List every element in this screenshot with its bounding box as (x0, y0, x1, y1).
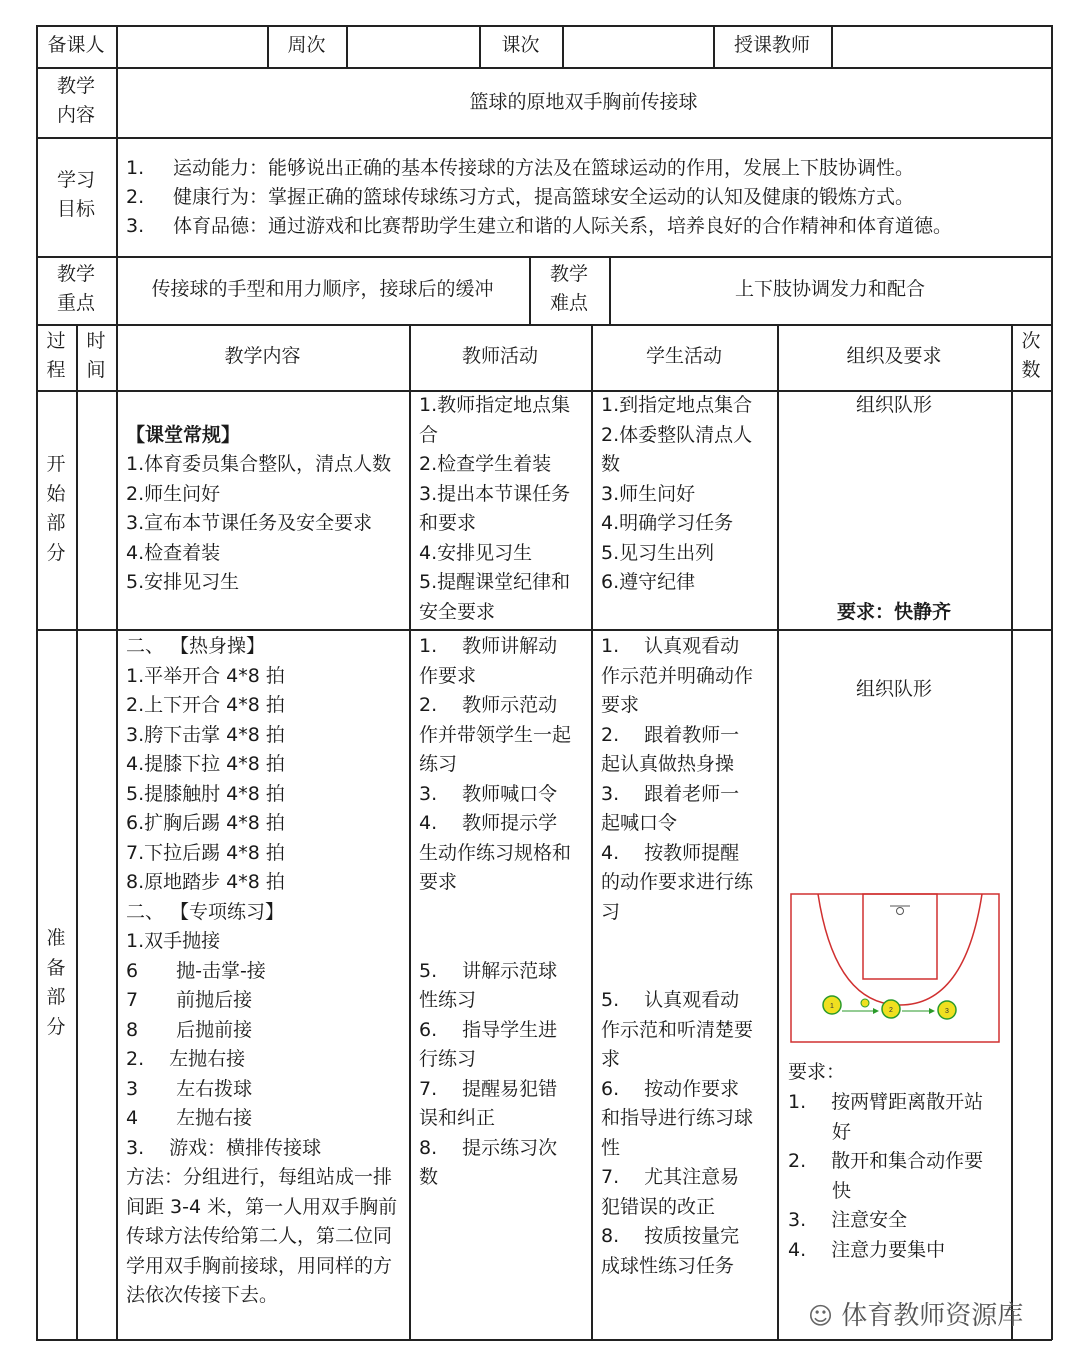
list-item: 2.师生问好 (126, 482, 221, 505)
rule (116, 25, 118, 67)
rule (529, 256, 531, 324)
list-item (419, 898, 571, 928)
list-item: 6. 按动作要求 (601, 1077, 740, 1100)
list-item: 生动作练习规格和 (419, 841, 572, 864)
list-item: 练习 (419, 753, 458, 775)
list-item: 7. 尤其注意易 (601, 1166, 740, 1188)
rule (777, 324, 779, 1339)
list-item: 4.检查着装 (126, 541, 221, 564)
list-item: 3.师生问好 (601, 482, 696, 505)
list-item: 3.宣布本节课任务及安全要求 (126, 512, 373, 534)
list-item: 2.检查学生着装 (419, 453, 552, 475)
list-item: 6. 指导学生进 (419, 1018, 558, 1041)
list-item: 误和纠正 (419, 1107, 496, 1129)
rule (1011, 324, 1013, 1339)
list-item (601, 957, 753, 987)
col-student: 学生活动 (645, 345, 722, 367)
list-item: 5.提膝触肘 4*8 拍 (126, 782, 285, 805)
list-item: 7. 提醒易犯错 (419, 1077, 558, 1100)
list-item: 安全要求 (419, 600, 496, 623)
list-item: 要求 (601, 694, 640, 716)
list-item: 性 (601, 1136, 621, 1159)
difficulty-label: 教学难点 (549, 263, 588, 314)
border-bottom (36, 1339, 1052, 1341)
list-item: 6.扩胸后踢 4*8 拍 (126, 812, 285, 834)
player-number: 1 (830, 1003, 834, 1010)
list-item: 快 (788, 1179, 852, 1202)
rule (591, 324, 593, 1339)
start-section-label: 开始部分 (46, 453, 66, 564)
prep-content-list (126, 632, 397, 1311)
list-item: 习 (601, 900, 621, 923)
list-item: 1.教师指定地点集 (419, 394, 571, 416)
col-content: 教学内容 (224, 345, 301, 367)
lesson-topic: 篮球的原地双手胸前传接球 (469, 91, 698, 113)
start-student-list (601, 391, 752, 598)
list-item: 合 (419, 423, 439, 446)
player-number: 2 (889, 1007, 893, 1014)
list-item: 4.提膝下拉 4*8 拍 (126, 753, 285, 775)
list-item: 1.双手抛接 (126, 930, 221, 952)
rule (116, 324, 118, 1339)
list-item: 犯错误的改正 (601, 1195, 716, 1218)
list-item: 2. 散开和集合动作要 (788, 1150, 984, 1172)
list-item: 2. 跟着教师一 (601, 723, 740, 746)
wechat-icon: ☺ (808, 1302, 834, 1330)
content-label: 教学内容 (56, 75, 95, 126)
list-item: 作要求 (419, 664, 477, 687)
list-item: 作示范和听清楚要 (601, 1018, 754, 1041)
prep-section-label: 准备部分 (46, 927, 66, 1038)
player-number: 3 (945, 1008, 949, 1015)
list-item (419, 927, 571, 957)
rule (76, 324, 78, 1339)
list-item: 起喊口令 (601, 812, 678, 834)
col-process: 过程 (46, 330, 66, 381)
list-item (601, 927, 753, 957)
start-org-title: 组织队形 (855, 394, 932, 416)
preparer-label: 备课人 (47, 34, 105, 56)
list-item: 4.明确学习任务 (601, 512, 734, 534)
list-item: 5.安排见习生 (126, 571, 240, 593)
goal-1-text: 运动能力：能够说出正确的基本传接球的方法及在篮球运动的作用，发展上下肢协调性。 (173, 157, 915, 179)
list-item: 5.见习生出列 (601, 541, 715, 564)
list-item: 性练习 (419, 989, 477, 1011)
list-item: 3.胯下击掌 4*8 拍 (126, 723, 285, 746)
list-item: 行练习 (419, 1048, 477, 1070)
prep-org-req-title: 要求： (788, 1061, 846, 1083)
list-item: 5. 认真观看动 (601, 989, 740, 1011)
list-item: 数 (601, 453, 621, 475)
list-item: 作并带领学生一起 (419, 723, 572, 746)
list-item: 求 (601, 1048, 621, 1070)
list-item: 3. 注意安全 (788, 1209, 908, 1231)
list-item: 要求 (419, 871, 458, 893)
list-item: 学用双手胸前接球，用同样的方 (126, 1254, 393, 1277)
teacher-label: 授课教师 (733, 34, 810, 56)
list-item: 和要求 (419, 512, 477, 534)
list-item: 起认真做热身操 (601, 753, 735, 775)
col-org: 组织及要求 (846, 345, 942, 367)
border-right (1051, 25, 1053, 1340)
list-item: 8. 按质按量完 (601, 1225, 740, 1247)
list-item: 间距 3-4 米，第一人用双手胸前 (126, 1195, 398, 1218)
prep-org-req-list (788, 1088, 983, 1265)
rule (36, 67, 1052, 69)
list-item: 2. 教师示范动 (419, 694, 558, 716)
rule (36, 256, 1052, 258)
list-item: 二、 【专项练习】 (126, 900, 285, 923)
list-item: 3. 教师喊口令 (419, 782, 558, 805)
list-item: 4. 按教师提醒 (601, 841, 740, 864)
col-teacher: 教师活动 (461, 345, 538, 367)
list-item: 传球方法传给第二人，第二位同 (126, 1225, 393, 1247)
start-content-title: 【课堂常规】 (126, 424, 241, 446)
list-item: 的动作要求进行练 (601, 871, 754, 893)
rule (36, 629, 1052, 631)
list-item: 3. 游戏：横排传接球 (126, 1136, 322, 1159)
prep-teacher-list (419, 632, 571, 1193)
rule (409, 324, 411, 1339)
list-item: 8.原地踏步 4*8 拍 (126, 871, 285, 893)
list-item: 3. 跟着老师一 (601, 782, 740, 805)
goal-3-text: 体育品德：通过游戏和比赛帮助学生建立和谐的人际关系，培养良好的合作精神和体育道德。 (173, 215, 953, 237)
list-item: 3 左右拨球 (126, 1077, 253, 1100)
list-item: 7 前抛后接 (126, 989, 253, 1011)
list-item: 7.下拉后踢 4*8 拍 (126, 841, 285, 864)
goal-2-text: 健康行为：掌握正确的篮球传球练习方式，提高篮球安全运动的认知及健康的锻炼方式。 (173, 186, 915, 208)
list-item: 1. 认真观看动 (601, 635, 740, 657)
list-item: 成球性练习任务 (601, 1254, 735, 1277)
list-item: 好 (788, 1120, 852, 1143)
ball (861, 999, 869, 1007)
basketball-court-diagram (790, 893, 1000, 1043)
list-item: 3.提出本节课任务 (419, 482, 571, 505)
key-label: 教学重点 (56, 263, 95, 314)
prep-org-title: 组织队形 (855, 678, 932, 700)
goal-3-num: 3. (126, 215, 145, 237)
list-item: 法依次传接下去。 (126, 1284, 279, 1306)
list-item: 2. 左抛右接 (126, 1048, 246, 1070)
start-org-requirement: 要求：快静齐 (836, 601, 951, 623)
list-item: 8 后抛前接 (126, 1018, 253, 1041)
rule (36, 137, 1052, 139)
watermark: ☺ 体育教师资源库 (808, 1301, 1024, 1331)
list-item: 5.提醒课堂纪律和 (419, 571, 571, 593)
goals-label: 学习目标 (56, 169, 95, 220)
col-time: 时间 (86, 330, 106, 381)
list-item: 2.上下开合 4*8 拍 (126, 694, 285, 716)
list-item: 1.平举开合 4*8 拍 (126, 664, 285, 687)
key-point: 传接球的手型和用力顺序，接球后的缓冲 (151, 278, 494, 300)
list-item: 8. 提示练习次 (419, 1136, 558, 1159)
goal-1-num: 1. (126, 157, 145, 179)
list-item: 1. 教师讲解动 (419, 635, 558, 657)
list-item: 4.安排见习生 (419, 541, 533, 564)
list-item: 4. 注意力要集中 (788, 1238, 946, 1261)
border-top (36, 25, 1052, 27)
col-count: 次数 (1021, 330, 1041, 381)
list-item: 2.体委整队清点人 (601, 423, 753, 446)
week-label: 周次 (287, 34, 326, 56)
prep-student-list (601, 632, 753, 1281)
difficulty-point: 上下肢协调发力和配合 (734, 278, 925, 300)
list-item: 和指导进行练习球 (601, 1107, 754, 1129)
list-item: 方法：分组进行，每组站成一排 (126, 1166, 393, 1188)
list-item: 6 抛-击掌-接 (126, 959, 266, 982)
lesson-no-label: 课次 (501, 34, 540, 56)
list-item: 作示范并明确动作 (601, 664, 754, 687)
list-item: 5. 讲解示范球 (419, 959, 558, 982)
list-item: 4. 教师提示学 (419, 812, 558, 834)
rule (36, 324, 1052, 326)
rule (346, 25, 348, 67)
border-left (36, 25, 38, 1340)
list-item: 1.到指定地点集合 (601, 394, 753, 416)
goal-2-num: 2. (126, 186, 145, 208)
list-item: 1. 按两臂距离散开站 (788, 1091, 984, 1113)
list-item: 1.体育委员集合整队，清点人数 (126, 453, 392, 475)
start-teacher-list (419, 391, 570, 627)
list-item: 数 (419, 1166, 439, 1188)
start-content-list (126, 450, 391, 598)
rule (562, 25, 564, 67)
list-item: 二、 【热身操】 (126, 635, 266, 657)
rule (831, 25, 833, 67)
list-item: 4 左抛右接 (126, 1107, 253, 1129)
list-item: 6.遵守纪律 (601, 571, 696, 593)
